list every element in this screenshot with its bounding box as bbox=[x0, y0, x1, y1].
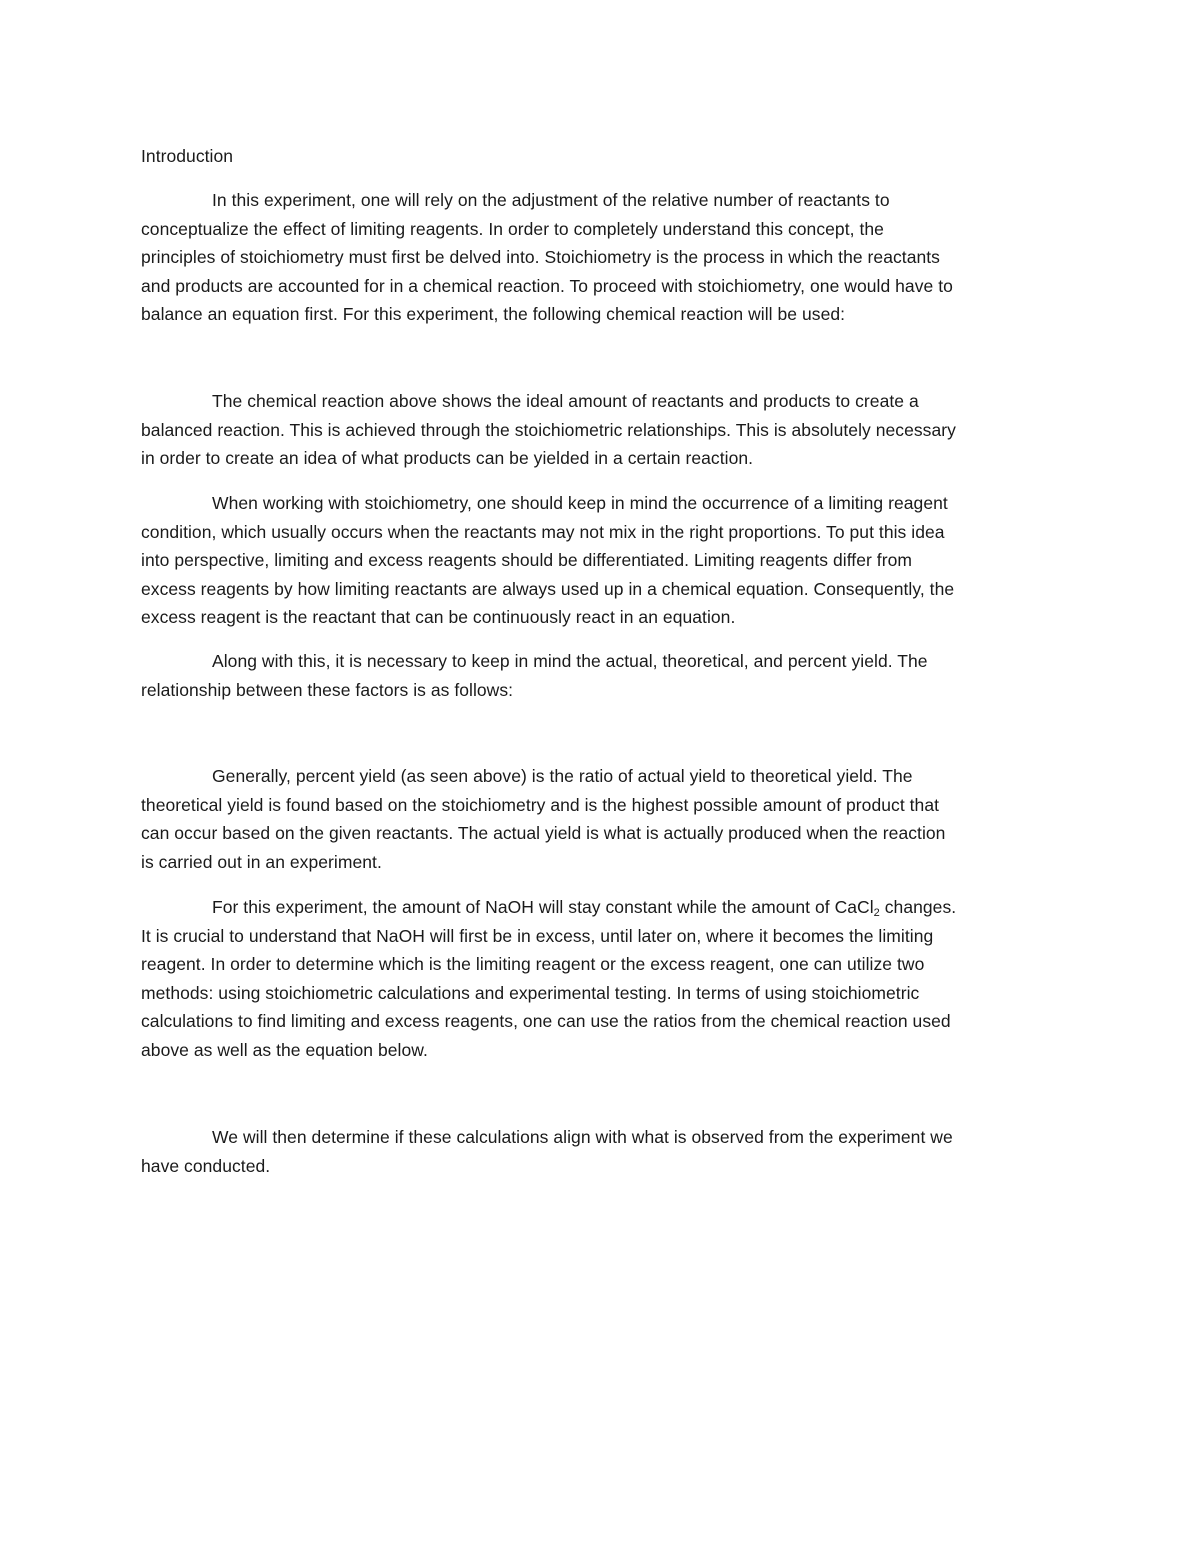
paragraph-intro bbox=[141, 186, 1061, 329]
heading-text: Introduction bbox=[141, 146, 234, 166]
paragraph-line: excess reagent is the reactant that can be continuously react in an equation. bbox=[141, 607, 736, 628]
paragraph-line: We will then determine if these calculations align with what is observed from the experiment we bbox=[212, 1127, 953, 1147]
line-text-after: changes. bbox=[879, 897, 957, 917]
paragraph-line: In this experiment, one will rely on the adjustment of the relative number of reactants to bbox=[212, 190, 890, 210]
paragraph-line: conceptualize the effect of limiting reagents. In order to completely understand this concept, the bbox=[141, 218, 884, 239]
paragraph-line: balance an equation first. For this experiment, the following chemical reaction will be used: bbox=[141, 304, 846, 325]
section-heading bbox=[141, 142, 1061, 171]
paragraph-line: reagent. In order to determine which is the limiting reagent or the excess reagent, one can utilize two bbox=[141, 954, 925, 975]
paragraph-line: balanced reaction. This is achieved through the stoichiometric relationships. This is absolutely necessary bbox=[141, 419, 956, 440]
paragraph-conclusion bbox=[141, 1123, 1061, 1180]
paragraph-line: Along with this, it is necessary to keep in mind the actual, theoretical, and percent yield. The bbox=[212, 651, 928, 671]
paragraph-line: is carried out in an experiment. bbox=[141, 851, 382, 872]
paragraph-line: calculations to find limiting and excess reagents, one can use the ratios from the chemical reaction used bbox=[141, 1011, 951, 1032]
paragraph-line: The chemical reaction above shows the ideal amount of reactants and products to create a bbox=[212, 391, 919, 411]
chemical-subscript: 2 bbox=[873, 907, 880, 919]
paragraph-line: into perspective, limiting and excess reagents should be differentiated. Limiting reagents differ from bbox=[141, 550, 912, 571]
paragraph-percent-yield bbox=[141, 762, 1061, 876]
paragraph-line: methods: using stoichiometric calculations and experimental testing. In terms of using stoichiometric bbox=[141, 982, 920, 1003]
paragraph-line: can occur based on the given reactants. The actual yield is what is actually produced when the reaction bbox=[141, 823, 946, 844]
paragraph-line: above as well as the equation below. bbox=[141, 1039, 428, 1060]
paragraph-line: excess reagents by how limiting reactants are always used up in a chemical equation. Consequently, the bbox=[141, 578, 955, 599]
paragraph-naoh-cacl2 bbox=[141, 893, 1061, 1065]
paragraph-line: have conducted. bbox=[141, 1155, 271, 1176]
paragraph-balanced-reaction bbox=[141, 387, 1061, 473]
paragraph-line bbox=[141, 893, 1061, 922]
paragraph-line: and products are accounted for in a chemical reaction. To proceed with stoichiometry, one would have to bbox=[141, 275, 953, 296]
paragraph-limiting-reagent bbox=[141, 489, 1061, 632]
paragraph-yield bbox=[141, 647, 1061, 704]
paragraph-line: relationship between these factors is as follows: bbox=[141, 679, 514, 700]
line-text-before: For this experiment, the amount of NaOH will stay constant while the amount of CaCl bbox=[212, 897, 874, 917]
paragraph-line: When working with stoichiometry, one should keep in mind the occurrence of a limiting reagent bbox=[212, 493, 948, 513]
paragraph-line: principles of stoichiometry must first be delved into. Stoichiometry is the process in which the reactants bbox=[141, 247, 940, 268]
paragraph-line: condition, which usually occurs when the reactants may not mix in the right proportions. To put this idea bbox=[141, 521, 945, 542]
paragraph-line: theoretical yield is found based on the stoichiometry and is the highest possible amount of product that bbox=[141, 794, 940, 815]
paragraph-line: Generally, percent yield (as seen above) is the ratio of actual yield to theoretical yield. The bbox=[212, 766, 913, 786]
paragraph-line: It is crucial to understand that NaOH will first be in excess, until later on, where it becomes the limiting bbox=[141, 925, 934, 946]
paragraph-line: in order to create an idea of what products can be yielded in a certain reaction. bbox=[141, 448, 754, 469]
